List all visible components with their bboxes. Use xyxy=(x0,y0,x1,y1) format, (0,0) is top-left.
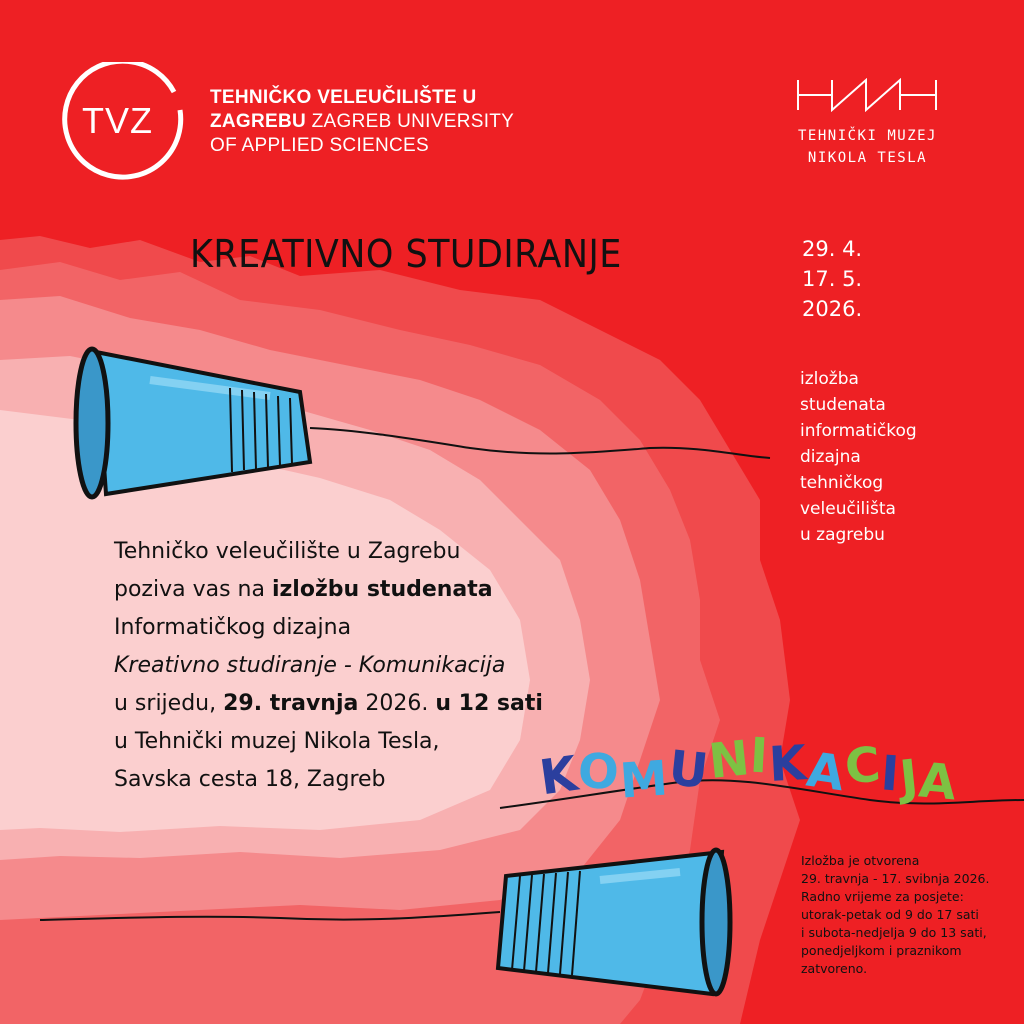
komunikacija-letter: I xyxy=(748,727,771,785)
komunikacija-letter: U xyxy=(665,740,712,800)
opening-info-line: i subota-nedjelja 9 do 13 sati, xyxy=(801,925,987,940)
komunikacija-letter: A xyxy=(803,741,849,803)
invitation-line2: poziva vas na izložbu studenata xyxy=(114,577,493,602)
invitation-line3: Informatičkog dizajna xyxy=(114,615,352,640)
komunikacija-letter: A xyxy=(916,752,960,812)
side-text-line: dizajna xyxy=(800,447,861,467)
side-text-line: studenata xyxy=(800,395,886,415)
side-text-line: veleučilišta xyxy=(800,499,896,519)
opening-info-line: utorak-petak od 9 do 17 sati xyxy=(801,907,979,922)
komunikacija-letter: N xyxy=(705,730,753,790)
side-text-line: u zagrebu xyxy=(800,525,885,545)
date-year: 2026. xyxy=(802,297,863,321)
opening-info-line: ponedjeljkom i praznikom xyxy=(801,943,962,958)
side-text-line: tehničkog xyxy=(800,473,884,493)
side-text-line: izložba xyxy=(800,369,859,389)
invitation-line4: Kreativno studiranje - Komunikacija xyxy=(114,653,506,678)
komunikacija-letter: K xyxy=(767,735,809,793)
tvz-name-line2: ZAGREBU ZAGREB UNIVERSITY xyxy=(210,111,515,132)
invitation-line6: u Tehnički muzej Nikola Tesla, xyxy=(114,729,440,754)
exhibition-headline: KREATIVNO STUDIRANJE xyxy=(190,232,622,276)
tvz-name-line1: TEHNIČKO VELEUČILIŠTE U xyxy=(210,87,477,108)
date-start: 29. 4. xyxy=(802,237,863,261)
opening-info-line: 29. travnja - 17. svibnja 2026. xyxy=(801,871,990,886)
top-cup-icon xyxy=(76,349,310,497)
invitation-line5: u srijedu, 29. travnja 2026. u 12 sati xyxy=(114,691,543,716)
side-text-line: informatičkog xyxy=(800,421,917,441)
tvz-logo-text: TVZ xyxy=(82,100,153,141)
bottom-cup-icon xyxy=(498,850,730,994)
museum-name-line1: TEHNIČKI MUZEJ xyxy=(797,128,937,144)
date-end: 17. 5. xyxy=(802,267,863,291)
komunikacija-letter: M xyxy=(618,750,671,810)
museum-name-line2: NIKOLA TESLA xyxy=(807,150,928,166)
invitation-line1: Tehničko veleučilište u Zagrebu xyxy=(114,539,461,564)
opening-info-line: Radno vrijeme za posjete: xyxy=(801,889,964,904)
komunikacija-letter: C xyxy=(842,736,884,796)
tvz-name-line3: OF APPLIED SCIENCES xyxy=(210,135,429,156)
komunikacija-letter: K xyxy=(536,745,582,807)
opening-info-line: Izložba je otvorena xyxy=(801,853,920,868)
komunikacija-letter: J xyxy=(897,749,922,807)
komunikacija-title xyxy=(536,727,960,812)
komunikacija-letter: I xyxy=(879,745,903,803)
komunikacija-letter: O xyxy=(576,742,622,802)
opening-info-line: zatvoreno. xyxy=(801,961,868,976)
invitation-line7: Savska cesta 18, Zagreb xyxy=(114,767,386,792)
